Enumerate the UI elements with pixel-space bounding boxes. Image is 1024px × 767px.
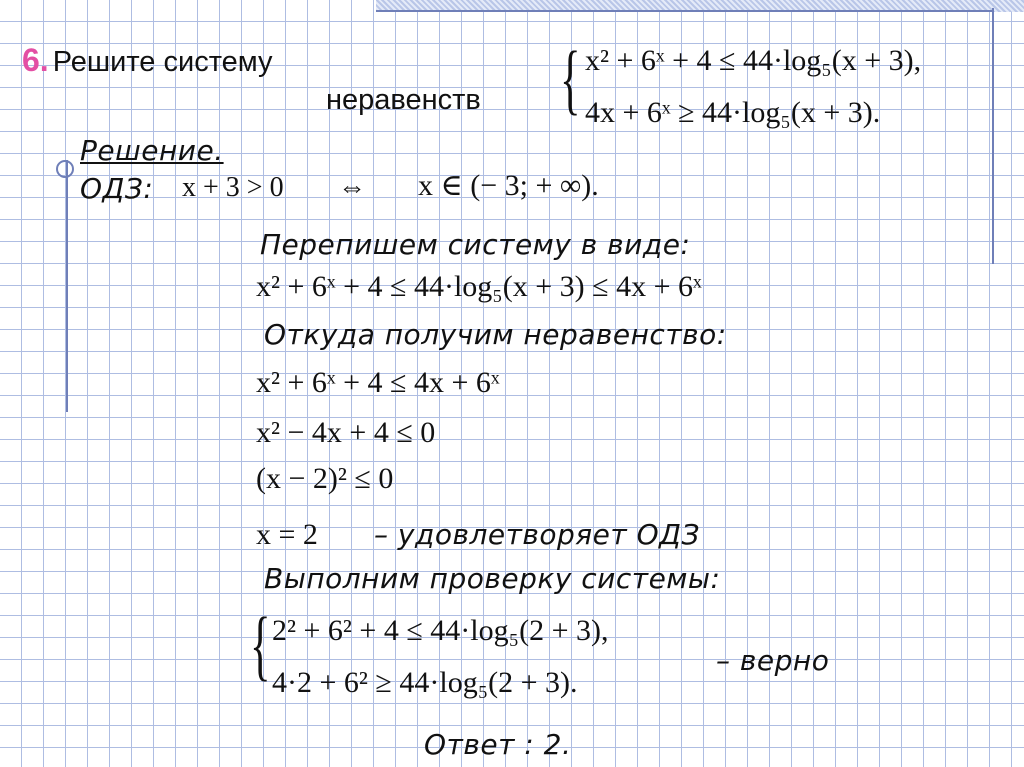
system-line-2: 4x + 6ˣ ≥ 44·log₅(x + 3). [585, 96, 881, 129]
margin-line-left [66, 160, 68, 412]
solution-x: x = 2 [256, 518, 318, 551]
rewrite-expression: x² + 6ˣ + 4 ≤ 44·log₅(x + 3) ≤ 4x + 6ˣ [256, 270, 702, 303]
task-title-line1: Решите систему [52, 46, 273, 78]
inequality-2: x² − 4x + 4 ≤ 0 [256, 416, 436, 449]
margin-line-right [992, 8, 994, 264]
rewrite-label: Перепишем систему в виде: [260, 228, 691, 261]
margin-line-top [376, 10, 992, 12]
task-number: 6. [22, 42, 49, 78]
system-line-1: x² + 6ˣ + 4 ≤ 44·log₅(x + 3), [585, 44, 922, 77]
margin-ring [56, 160, 74, 178]
solution-note: – удовлетворяет ОДЗ [374, 518, 700, 551]
check-brace: { [250, 601, 271, 688]
solution-label: Решение. [80, 134, 224, 167]
check-line-1: 2² + 6² + 4 ≤ 44·log₅(2 + 3), [272, 614, 609, 647]
inequality-1: x² + 6ˣ + 4 ≤ 4x + 6ˣ [256, 366, 500, 399]
inequality-3: (x − 2)² ≤ 0 [256, 462, 394, 495]
equivalence-symbol: ⇔ [338, 172, 366, 203]
odz-result: x ∈ (− 3; + ∞). [418, 169, 599, 202]
check-label: Выполним проверку системы: [264, 562, 721, 595]
odz-label: ОДЗ: [80, 172, 154, 205]
odz-condition: x + 3 > 0 [182, 172, 284, 203]
check-result: – верно [716, 644, 830, 677]
answer: Ответ : 2. [424, 728, 572, 761]
task-header [22, 42, 273, 79]
check-line-2: 4·2 + 6² ≥ 44·log₅(2 + 3). [272, 666, 578, 699]
system-brace: { [560, 35, 581, 122]
task-title-line2: неравенств [326, 84, 481, 116]
derive-label: Откуда получим неравенство: [264, 318, 727, 351]
